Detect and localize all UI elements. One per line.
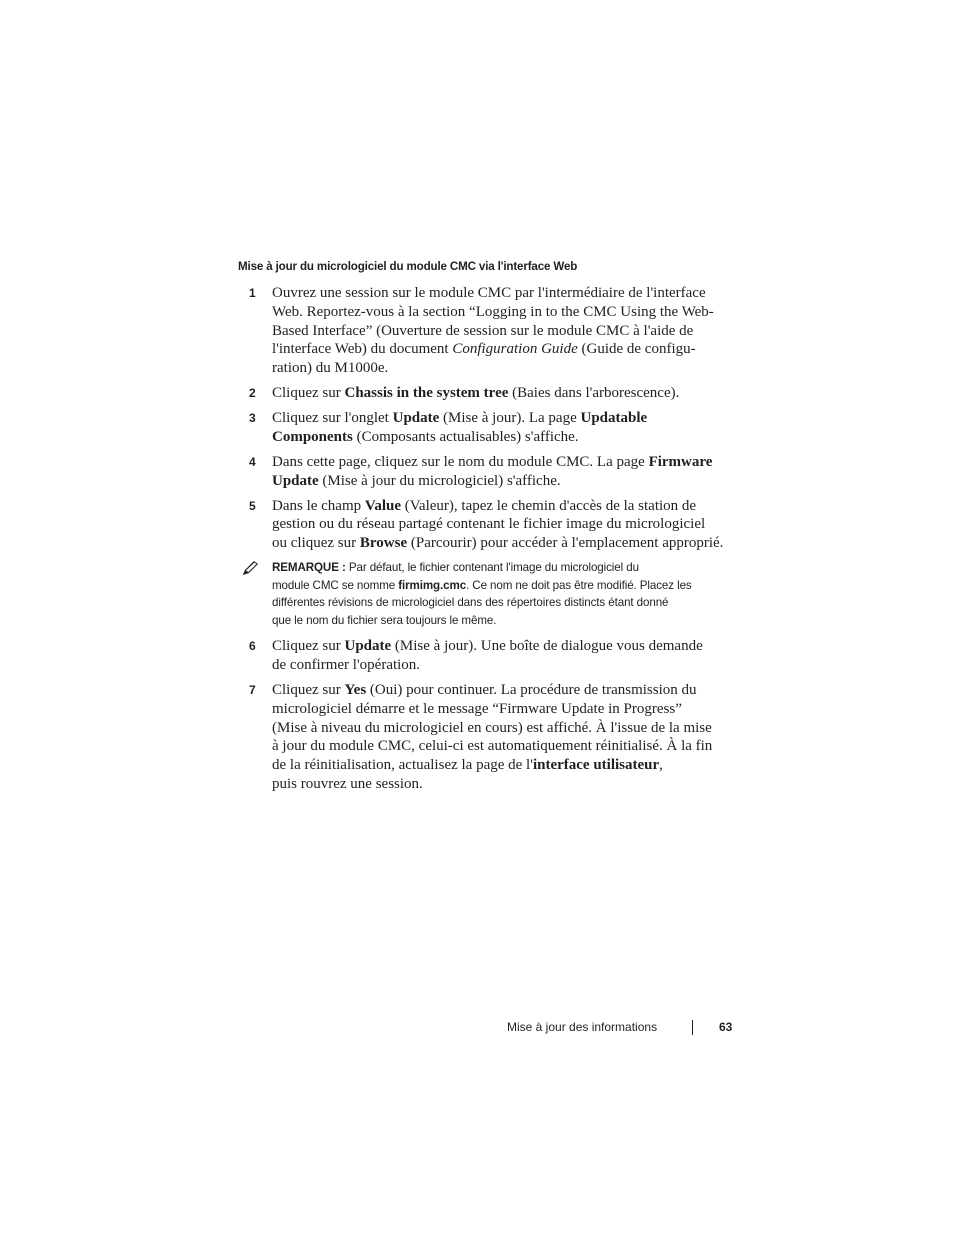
text-run: de confirmer l'opération. (272, 656, 421, 673)
text-run: Ouvrez une session sur le module CMC par l'intermédiaire de l'interface (272, 285, 706, 301)
italic-text: Configuration Guide (452, 341, 578, 358)
bold-text: Chassis in the system tree (344, 385, 509, 402)
text-line (272, 497, 758, 516)
text-run: (Mise à jour du micrologiciel) s'affiche. (318, 472, 561, 489)
text-run: l'interface Web) du document (272, 341, 453, 358)
text-run: ou cliquez sur (272, 535, 360, 552)
text-run: Cliquez sur (272, 385, 345, 402)
text-run: Dans cette page, cliquez sur le nom du module CMC. La page (272, 453, 649, 470)
text-run: Cliquez sur (272, 682, 345, 699)
text-line (272, 534, 758, 553)
step-number: 3 (249, 411, 256, 426)
text-run: , (659, 757, 663, 774)
text-line (272, 594, 758, 612)
text-line (272, 775, 758, 794)
text-line (272, 515, 758, 534)
bold-text: Browse (359, 535, 408, 552)
text-run: (Mise à jour). La page (439, 410, 581, 427)
step-number: 1 (249, 286, 256, 300)
pencil-icon (242, 560, 260, 576)
text-run: Cliquez sur l'onglet (272, 410, 393, 427)
text-run: Web. Reportez-vous à la section “Logging in to the CMC Using the Web- (272, 303, 714, 320)
text-run: Par défaut, le fichier contenant l'image du micrologiciel du (345, 561, 639, 575)
bold-text: Updatable (580, 410, 648, 427)
step-number: 4 (249, 454, 256, 469)
text-line (272, 559, 758, 577)
bold-text: firmimg.cmc (398, 578, 467, 592)
list-item-step-5 (238, 497, 758, 553)
text-line (272, 359, 758, 378)
bold-text: interface utilisateur (532, 757, 660, 774)
text-line (272, 612, 758, 630)
text-line (272, 384, 758, 403)
step-number: 6 (249, 639, 256, 654)
text-run: . Ce nom ne doit pas être modifié. Placez les (466, 578, 692, 592)
text-run: ration) du M1000e. (272, 360, 389, 376)
list-item-step-4 (238, 453, 758, 491)
text-run: différentes révisions de micrologiciel dans des répertoires distincts étant donné (272, 596, 669, 610)
bold-text: Update (344, 638, 392, 655)
footer-divider (692, 1020, 693, 1035)
text-run: (Mise à jour). Une boîte de dialogue vous demande (391, 638, 703, 655)
bold-text: Yes (344, 682, 367, 699)
bold-text: REMARQUE : (272, 561, 346, 575)
list-item-step-1 (238, 284, 758, 378)
text-run: Dans le champ (272, 497, 365, 514)
text-run: (Parcourir) pour accéder à l'emplacement approprié. (407, 535, 724, 552)
text-line (272, 340, 758, 359)
footer-section-title: Mise à jour des informations (507, 1020, 658, 1034)
text-line (272, 700, 758, 719)
text-run: Cliquez sur (272, 638, 345, 655)
text-run: puis rouvrez une session. (272, 775, 423, 792)
step-number: 2 (249, 386, 256, 401)
text-line (272, 322, 758, 341)
text-run: Based Interface” (Ouverture de session sur le module CMC à l'aide de (272, 322, 694, 339)
text-line (272, 284, 758, 303)
steps-list (238, 284, 758, 800)
bold-text: Components (272, 428, 353, 445)
text-run: (Guide de configu- (577, 341, 696, 358)
text-line (272, 656, 758, 675)
text-line (272, 453, 758, 472)
text-line (272, 737, 758, 756)
text-run: de la réinitialisation, actualisez la page de l' (272, 757, 533, 774)
list-item-step-2 (238, 384, 758, 403)
page-number: 63 (719, 1020, 733, 1034)
step-number: 7 (249, 683, 256, 698)
text-run: à jour du module CMC, celui-ci est automatiquement réinitialisé. À la fin (272, 738, 713, 755)
text-run: (Mise à niveau du micrologiciel en cours) est affiché. À l'issue de la mise (272, 719, 712, 736)
list-item-step-3 (238, 409, 758, 447)
text-run: (Oui) pour continuer. La procédure de transmission du (366, 682, 697, 699)
text-line (272, 577, 758, 595)
bold-text: Update (272, 472, 319, 489)
bold-text: Value (364, 497, 402, 514)
text-run: que le nom du fichier sera toujours le même. (272, 613, 497, 627)
section-heading: Mise à jour du micrologiciel du module CMC via l'interface Web (238, 260, 578, 273)
list-item-step-6 (238, 637, 758, 675)
text-line (272, 637, 758, 656)
text-line (272, 756, 758, 775)
bold-text: Update (392, 410, 440, 427)
bold-text: Firmware (648, 453, 713, 470)
text-line (272, 409, 758, 428)
text-line (272, 303, 758, 322)
text-run: (Baies dans l'arborescence). (508, 385, 680, 402)
text-run: micrologiciel démarre et le message “Firmware Update in Progress” (272, 700, 682, 717)
step-number: 5 (249, 498, 256, 513)
text-run: (Composants actualisables) s'affiche. (352, 428, 579, 445)
text-run: gestion ou du réseau partagé contenant le fichier image du micrologiciel (272, 516, 706, 533)
text-run: module CMC se nomme (272, 578, 399, 592)
text-line (272, 681, 758, 700)
note-box (238, 559, 758, 629)
text-line (272, 719, 758, 738)
text-line (272, 428, 758, 447)
list-item-step-7 (238, 681, 758, 794)
text-run: (Valeur), tapez le chemin d'accès de la station de (401, 497, 697, 514)
text-line (272, 472, 758, 491)
